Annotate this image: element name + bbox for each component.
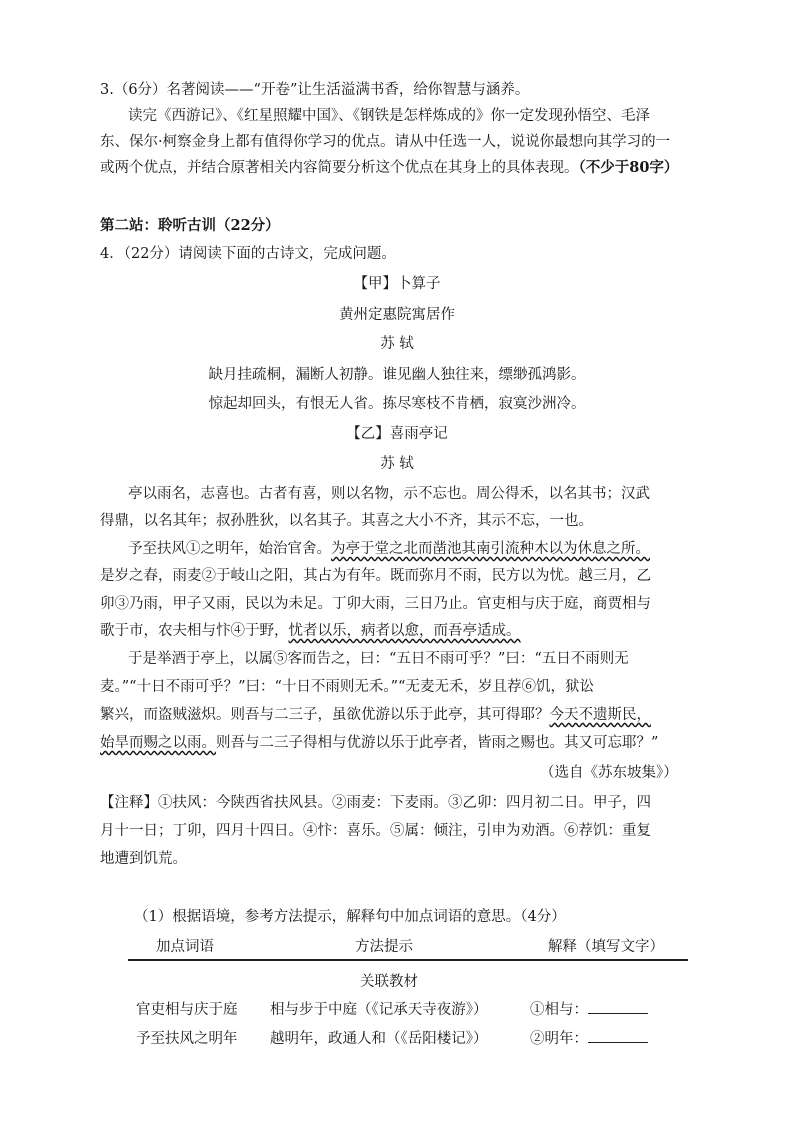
answer-label-2: ②明年：	[530, 1031, 588, 1047]
poem-line2: 惊起却回头，有恨无人省。拣尽寒枝不肯栖，寂寞沙洲冷。	[208, 396, 586, 412]
prose-p2-line1-text: 予至扶风①之明年，始治官舍。	[128, 541, 331, 557]
prose-p3-line3	[100, 703, 651, 724]
prose-p3-line2: 麦。”“十日不雨可乎？”曰：“十日不雨则无禾。”“无麦无禾，岁且荐⑥饥，狱讼	[100, 679, 594, 695]
poem-tag: 【甲】卜算子	[353, 276, 441, 292]
prose-underlined-sentence-3a: 今天不遗斯民，	[549, 707, 651, 723]
table-divider	[128, 959, 688, 961]
prose-underlined-sentence-3b: 始旱而赐之以雨。	[100, 735, 216, 751]
section2-title: 第二站：聆听古训（22分）	[100, 217, 280, 234]
prose-p1-line2: 得鼎，以名其年；叔孙胜狄，以名其子。其喜之大小不齐，其示不忘，一也。	[100, 513, 593, 529]
table-row-2-answer	[530, 1027, 648, 1048]
table-row-1-answer	[530, 998, 648, 1019]
q3-line3: 东、保尔·柯察金身上都有值得你学习的优点。请从中任选一人，说说你最想向其学习的一	[100, 134, 671, 150]
poem-author: 苏 轼	[380, 336, 414, 352]
answer-blank-2[interactable]	[588, 1030, 648, 1043]
table-group-label: 关联教材	[360, 974, 418, 990]
q4-intro: 4．（22分）请阅读下面的古诗文，完成问题。	[100, 246, 396, 262]
prose-underlined-sentence-1: 为亭于堂之北而凿池其南引流种木以为休息之所。	[331, 541, 650, 557]
answer-label-1: ①相与：	[530, 1002, 588, 1018]
prose-tag: 【乙】喜雨亭记	[346, 426, 448, 442]
table-row-1-word: 官吏相与庆于庭	[136, 1002, 238, 1018]
prose-p3-line3-text: 繁兴，而盗贼滋炽。则吾与二三子，虽欲优游以乐于此亭，其可得耶？	[100, 707, 550, 723]
q3-line2: 读完《西游记》、《红星照耀中国》、《钢铁是怎样炼成的》你一定发现孙悟空、毛泽	[128, 108, 650, 124]
notes-line1: 【注释】①扶风：今陕西省扶风县。②雨麦：下麦雨。③乙卯：四月初二日。甲子，四	[100, 795, 651, 811]
prose-p2-line2: 是岁之春，雨麦②于岐山之阳，其占为有年。既而弥月不雨，民方以为忧。越三月，乙	[100, 568, 651, 584]
prose-p2-line4-text: 歌于市，农夫相与忭④于野，	[100, 623, 289, 639]
prose-p2-line1	[128, 537, 650, 558]
table-header-hint: 方法提示	[355, 939, 413, 955]
prose-source: （选自《苏东坡集》）	[540, 765, 678, 781]
prose-author: 苏 轼	[380, 456, 414, 472]
poem-line1: 缺月挂疏桐，漏断人初静。谁见幽人独往来，缥缈孤鸿影。	[208, 367, 586, 383]
q3-word-limit: （不少于80字）	[578, 159, 679, 176]
table-header-answer: 解释（填写文字）	[548, 939, 664, 955]
q3-line4	[100, 156, 678, 177]
notes-line2: 月十一日；丁卯，四月十四日。④忭：喜乐。⑤属：倾注，引申为劝酒。⑥荐饥：重复	[100, 823, 651, 839]
q3-line4-text: 或两个优点，并结合原著相关内容简要分析这个优点在其身上的具体表现。	[100, 160, 579, 176]
poem-subtitle: 黄州定惠院寓居作	[339, 307, 455, 323]
prose-underlined-sentence-2: 忧者以乐，病者以愈，而吾亭适成。	[288, 623, 521, 639]
prose-p3-line1: 于是举酒于亭上，以属⑤客而告之，曰：“五日不雨可乎？”曰：“五日不雨则无	[128, 651, 629, 667]
table-row-2-word: 予至扶风之明年	[136, 1031, 238, 1047]
notes-line3: 地遭到饥荒。	[100, 851, 187, 867]
prose-p3-line4-text: 则吾与二三子得相与优游以乐于此亭者，皆雨之赐也。其又可忘耶？”	[216, 735, 659, 751]
q3-line1: 3.（6分）名著阅读——“开卷”让生活溢满书香，给你智慧与涵养。	[100, 82, 530, 98]
prose-p2-line3: 卯③乃雨，甲子又雨，民以为未足。丁卯大雨，三日乃止。官吏相与庆于庭，商贾相与	[100, 596, 651, 612]
table-row-2-hint: 越明年，政通人和（《岳阳楼记》）	[270, 1031, 488, 1047]
sub1-prompt: （1）根据语境，参考方法提示，解释句中加点词语的意思。（4分）	[134, 909, 566, 925]
answer-blank-1[interactable]	[588, 1001, 648, 1014]
table-row-1-hint: 相与步于中庭（《记承天寺夜游》）	[270, 1002, 488, 1018]
prose-p2-line4	[100, 619, 521, 640]
prose-p3-line4	[100, 731, 658, 752]
prose-p1-line1: 亭以雨名，志喜也。古者有喜，则以名物，示不忘也。周公得禾，以名其书；汉武	[128, 486, 650, 502]
table-header-word: 加点词语	[156, 939, 214, 955]
